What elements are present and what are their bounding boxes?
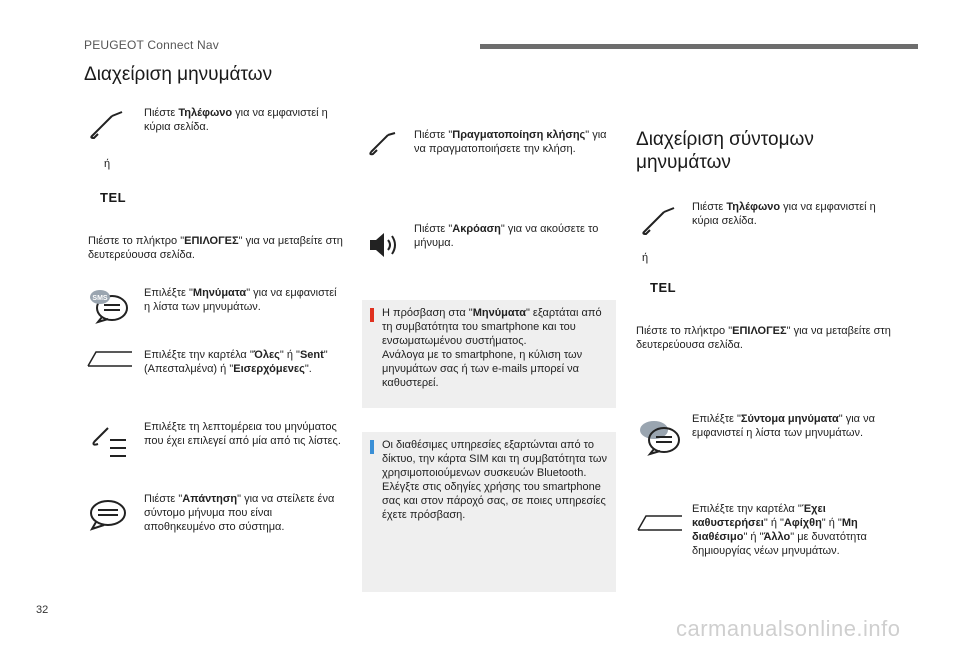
step-detail: Επιλέξτε τη λεπτομέρεια του μηνύματος που έχει επιλεγεί από μία από τις λίστες. (144, 421, 341, 447)
tel-button-label: TEL (100, 190, 127, 205)
step-tabs-short: Επιλέξτε την καρτέλα "Έχει καθυστερήσει" ή "Αφίχθη" ή "Μη διαθέσιμο" ή "Άλλο" με δυνατότητα δημιουργίας νέων μηνυμάτων. (692, 503, 867, 557)
tab-shape-icon (86, 350, 134, 368)
running-header: PEUGEOT Connect Nav (84, 38, 219, 52)
watermark: carmanualsonline.info (676, 616, 901, 641)
list-select-icon (90, 420, 130, 460)
note-warning-line2: Ανάλογα με το smartphone, η κύλιση των μηνυμάτων σας ή των e-mails μπορεί να καθυστερεί. (382, 349, 583, 389)
section-title-short-messages: Διαχείριση σύντομων μηνυμάτων (636, 129, 814, 173)
warning-mark-icon (370, 308, 374, 322)
or-label-short: ή (642, 252, 649, 264)
note-warning: Η πρόσβαση στα "Μηνύματα" εξαρτάται από τη συμβατότητα του smartphone και του ενσωματωμένου συστήματος. Ανάλογα με το smartphone, η κύλιση των μηνυμάτων σας ή των e-mails μπορεί να καθυστερεί. (362, 300, 616, 408)
touch-finger-icon (88, 108, 132, 140)
info-mark-icon (370, 440, 374, 454)
header-rule (480, 44, 918, 49)
svg-text:SMS: SMS (92, 295, 108, 302)
sms-bubble-icon (88, 286, 130, 324)
tel-button-label-short: TEL (650, 280, 677, 295)
note-info (362, 432, 616, 592)
section-title-messages: Διαχείριση μηνυμάτων (84, 64, 273, 85)
step-messages: Επιλέξτε "Μηνύματα" για να εμφανιστεί η λίστα των μηνυμάτων. (144, 287, 337, 313)
sms-bubble-icon (638, 418, 682, 456)
step-phone-main: Πιέστε Τηλέφωνο για να εμφανιστεί η κύρια σελίδα. (144, 107, 328, 133)
call-touch-icon (368, 130, 398, 156)
page-number: 32 (36, 604, 49, 616)
step-call: Πιέστε "Πραγματοποίηση κλήσης" για να πραγματοποιήσετε την κλήση. (414, 129, 607, 155)
step-reply: Πιέστε "Απάντηση" για να στείλετε ένα σύντομο μήνυμα που είναι αποθηκευμένο στο σύστημα. (144, 493, 335, 533)
note-info-line2: Ελέγξτε στις οδηγίες χρήσης του smartphone σας και στον πάροχό σας, σε ποιες υπηρεσίες έχετε πρόσβαση. (382, 481, 606, 521)
step-tabs: Επιλέξτε την καρτέλα "Όλες" ή "Sent" (Απεσταλμένα) ή "Εισερχόμενες". (144, 349, 328, 375)
or-label: ή (104, 158, 111, 170)
step-options: Πιέστε το πλήκτρο "ΕΠΙΛΟΓΕΣ" για να μεταβείτε στη δευτερεύουσα σελίδα. (88, 235, 343, 261)
step-short-messages: Επιλέξτε "Σύντομα μηνύματα" για να εμφανιστεί η λίστα των μηνυμάτων. (692, 413, 875, 439)
touch-finger-icon (640, 204, 684, 236)
step-options-short: Πιέστε το πλήκτρο "ΕΠΙΛΟΓΕΣ" για να μεταβείτε στη δευτερεύουσα σελίδα. (636, 325, 891, 351)
step-listen: Πιέστε "Ακρόαση" για να ακούσετε το μήνυμα. (414, 223, 599, 249)
note-info-line1: Οι διαθέσιμες υπηρεσίες εξαρτώνται από το δίκτυο, την κάρτα SIM και τη συμβατότητα των χρησιμοποιούμενων συσκευών Bluetooth. (382, 439, 607, 479)
tab-shape-icon (636, 514, 684, 532)
reply-bubble-icon (88, 498, 128, 532)
step-phone-main-short: Πιέστε Τηλέφωνο για να εμφανιστεί η κύρια σελίδα. (692, 201, 876, 227)
speaker-icon (368, 230, 402, 260)
